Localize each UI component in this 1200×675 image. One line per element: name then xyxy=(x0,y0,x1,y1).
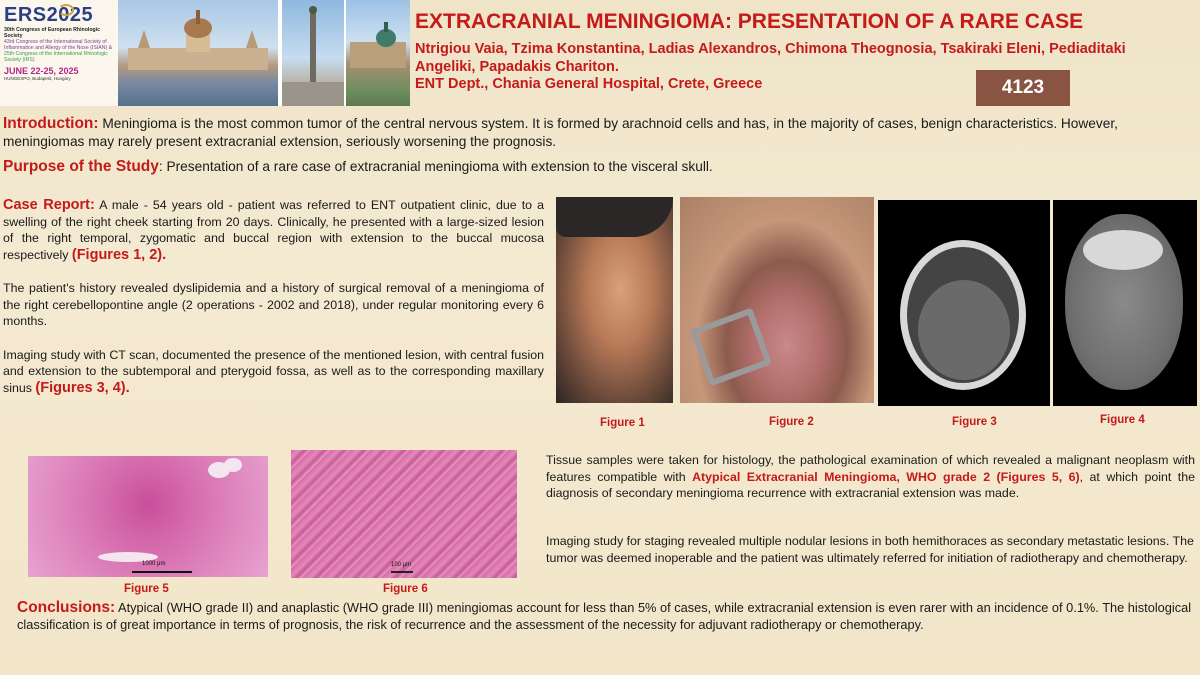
figure-3-caption: Figure 3 xyxy=(952,416,997,428)
figure-6-caption: Figure 6 xyxy=(383,583,428,595)
figure-4-ct-image xyxy=(1053,200,1197,406)
case-report-ref-3: (Figures 3, 4). xyxy=(35,379,130,396)
castle-photo xyxy=(346,0,410,106)
histology-text-1: Tissue samples were taken for histology, the pathological examination of which revealed a malignant neoplasm with features compatible with xyxy=(546,453,1195,484)
case-report-text-3: Imaging study with CT scan, documented the presence of the mentioned lesion, with central fusion and extension to the subtemporal and pterygoid fossa, as well as to the corresponding maxillary sinus xyxy=(3,347,544,395)
figure-4-caption: Figure 4 xyxy=(1100,414,1145,426)
case-report-section xyxy=(3,197,544,413)
poster-title: EXTRACRANIAL MENINGIOMA: PRESENTATION OF A RARE CASE xyxy=(415,10,1084,33)
figure-5-histology-image xyxy=(28,456,268,577)
heroes-square-photo xyxy=(282,0,344,106)
figure-1-caption: Figure 1 xyxy=(600,417,645,429)
figure-2-image xyxy=(680,197,874,403)
congress-logo xyxy=(0,0,118,106)
logo-line-3: 25th Congress of the International Rhinologic Society (IRS) xyxy=(4,51,108,63)
conclusions-text: Atypical (WHO grade II) and anaplastic (WHO grade III) meningiomas account for less than 5% of cases, while extracranial extension is even rarer with an incidence of 0.1%. The histological classification is of great importance in terms of prognosis, the risk of recurrence and the assessment of the necessity for adjuvant radiotherapy or chemotherapy. xyxy=(17,600,1192,632)
logo-line-1: 30th Congress of European Rhinologic Society xyxy=(4,27,100,39)
figure-5-void-shape xyxy=(224,458,242,472)
histology-paragraph xyxy=(546,452,1195,502)
case-report-ref-1: (Figures 1, 2). xyxy=(71,246,167,263)
introduction-section xyxy=(3,115,1193,151)
figure-6-histology-image xyxy=(291,450,517,578)
figure-3-brain-shape xyxy=(918,280,1010,380)
case-report-paragraph-2: The patient's history revealed dyslipidemia and a history of surgical removal of a meningioma of the right cerebellopontine angle (2 operations - 2002 and 2018), under regular monitoring every 6 months. xyxy=(3,281,544,328)
authors: Ntrigiou Vaia, Tzima Konstantina, Ladias Alexandros, Chimona Theognosia, Tsakiraki Eleni, Pediaditaki Angeliki, Papadakis Chariton. xyxy=(415,41,1126,75)
case-report-paragraph-3 xyxy=(3,347,544,397)
figure-6-scale-bar xyxy=(391,571,413,573)
logo-dates: JUNE 22-25, 2025 xyxy=(4,66,79,76)
histology-text-2: , at which point the diagnosis of secondary meningioma recurrence with extracranial extension was made. xyxy=(546,469,1195,500)
case-report-text-1: A male - 54 years old - patient was referred to ENT outpatient clinic, due to a swelling of the right cheek starting from 20 days. Clinically, he presented with a large-sized lesion of the right temporal, zygomatic and buccal region with extension to the buccal mucosa respectively xyxy=(3,198,544,262)
parliament-photo xyxy=(118,0,278,106)
introduction-heading: Introduction: xyxy=(3,115,99,132)
conclusions-section xyxy=(3,599,1193,633)
purpose-section xyxy=(3,158,1193,176)
conclusions-heading: Conclusions: xyxy=(17,599,116,616)
figure-2-retractor-shape xyxy=(690,308,773,387)
poster-id-badge: 4123 xyxy=(976,70,1070,106)
figure-2-caption: Figure 2 xyxy=(769,416,814,428)
logo-title: ERS2025 xyxy=(4,4,94,26)
figure-5-caption: Figure 5 xyxy=(124,583,169,595)
figure-5-scale-label: 1000 μm xyxy=(142,561,166,567)
figure-6-scale-label: 100 μm xyxy=(391,562,412,568)
purpose-heading: Purpose of the Study xyxy=(3,158,159,175)
histology-highlight: Atypical Extracranial Meningioma, WHO grade 2 (Figures 5, 6) xyxy=(692,469,1080,484)
figure-1-image xyxy=(556,197,673,403)
figure-3-ct-image xyxy=(878,200,1050,406)
logo-spiral-icon xyxy=(58,4,74,16)
figure-4-mass-shape xyxy=(1083,230,1163,270)
logo-venue: HUNGEXPO, Budapest, Hungary xyxy=(4,76,71,81)
case-report-heading: Case Report: xyxy=(3,197,95,213)
case-report-paragraph-1 xyxy=(3,197,544,263)
staging-paragraph: Imaging study for staging revealed multiple nodular lesions in both hemithoraces as secondary metastatic lesions. The tumor was deemed inoperable and the patient was ultimately referred for initiation of radiotherapy and chemotherapy. xyxy=(546,534,1194,565)
figure-1-cap-shape xyxy=(556,197,673,237)
figure-5-scale-bar xyxy=(132,571,192,573)
affiliation: ENT Dept., Chania General Hospital, Crete, Greece xyxy=(415,76,763,92)
purpose-text: : Presentation of a rare case of extracranial meningioma with extension to the visceral skull. xyxy=(158,159,713,174)
introduction-text: Meningioma is the most common tumor of the central nervous system. It is formed by arachnoid cells and has, in the majority of cases, benign characteristics. However, meningiomas may rarely present extracranial extension, seriously worsening the prognosis. xyxy=(3,116,1118,149)
logo-line-2: 43rd Congress of the International Society of Inflammation and Allergy of the Nose (ISIAN) & xyxy=(4,39,113,51)
congress-banner xyxy=(0,0,410,106)
